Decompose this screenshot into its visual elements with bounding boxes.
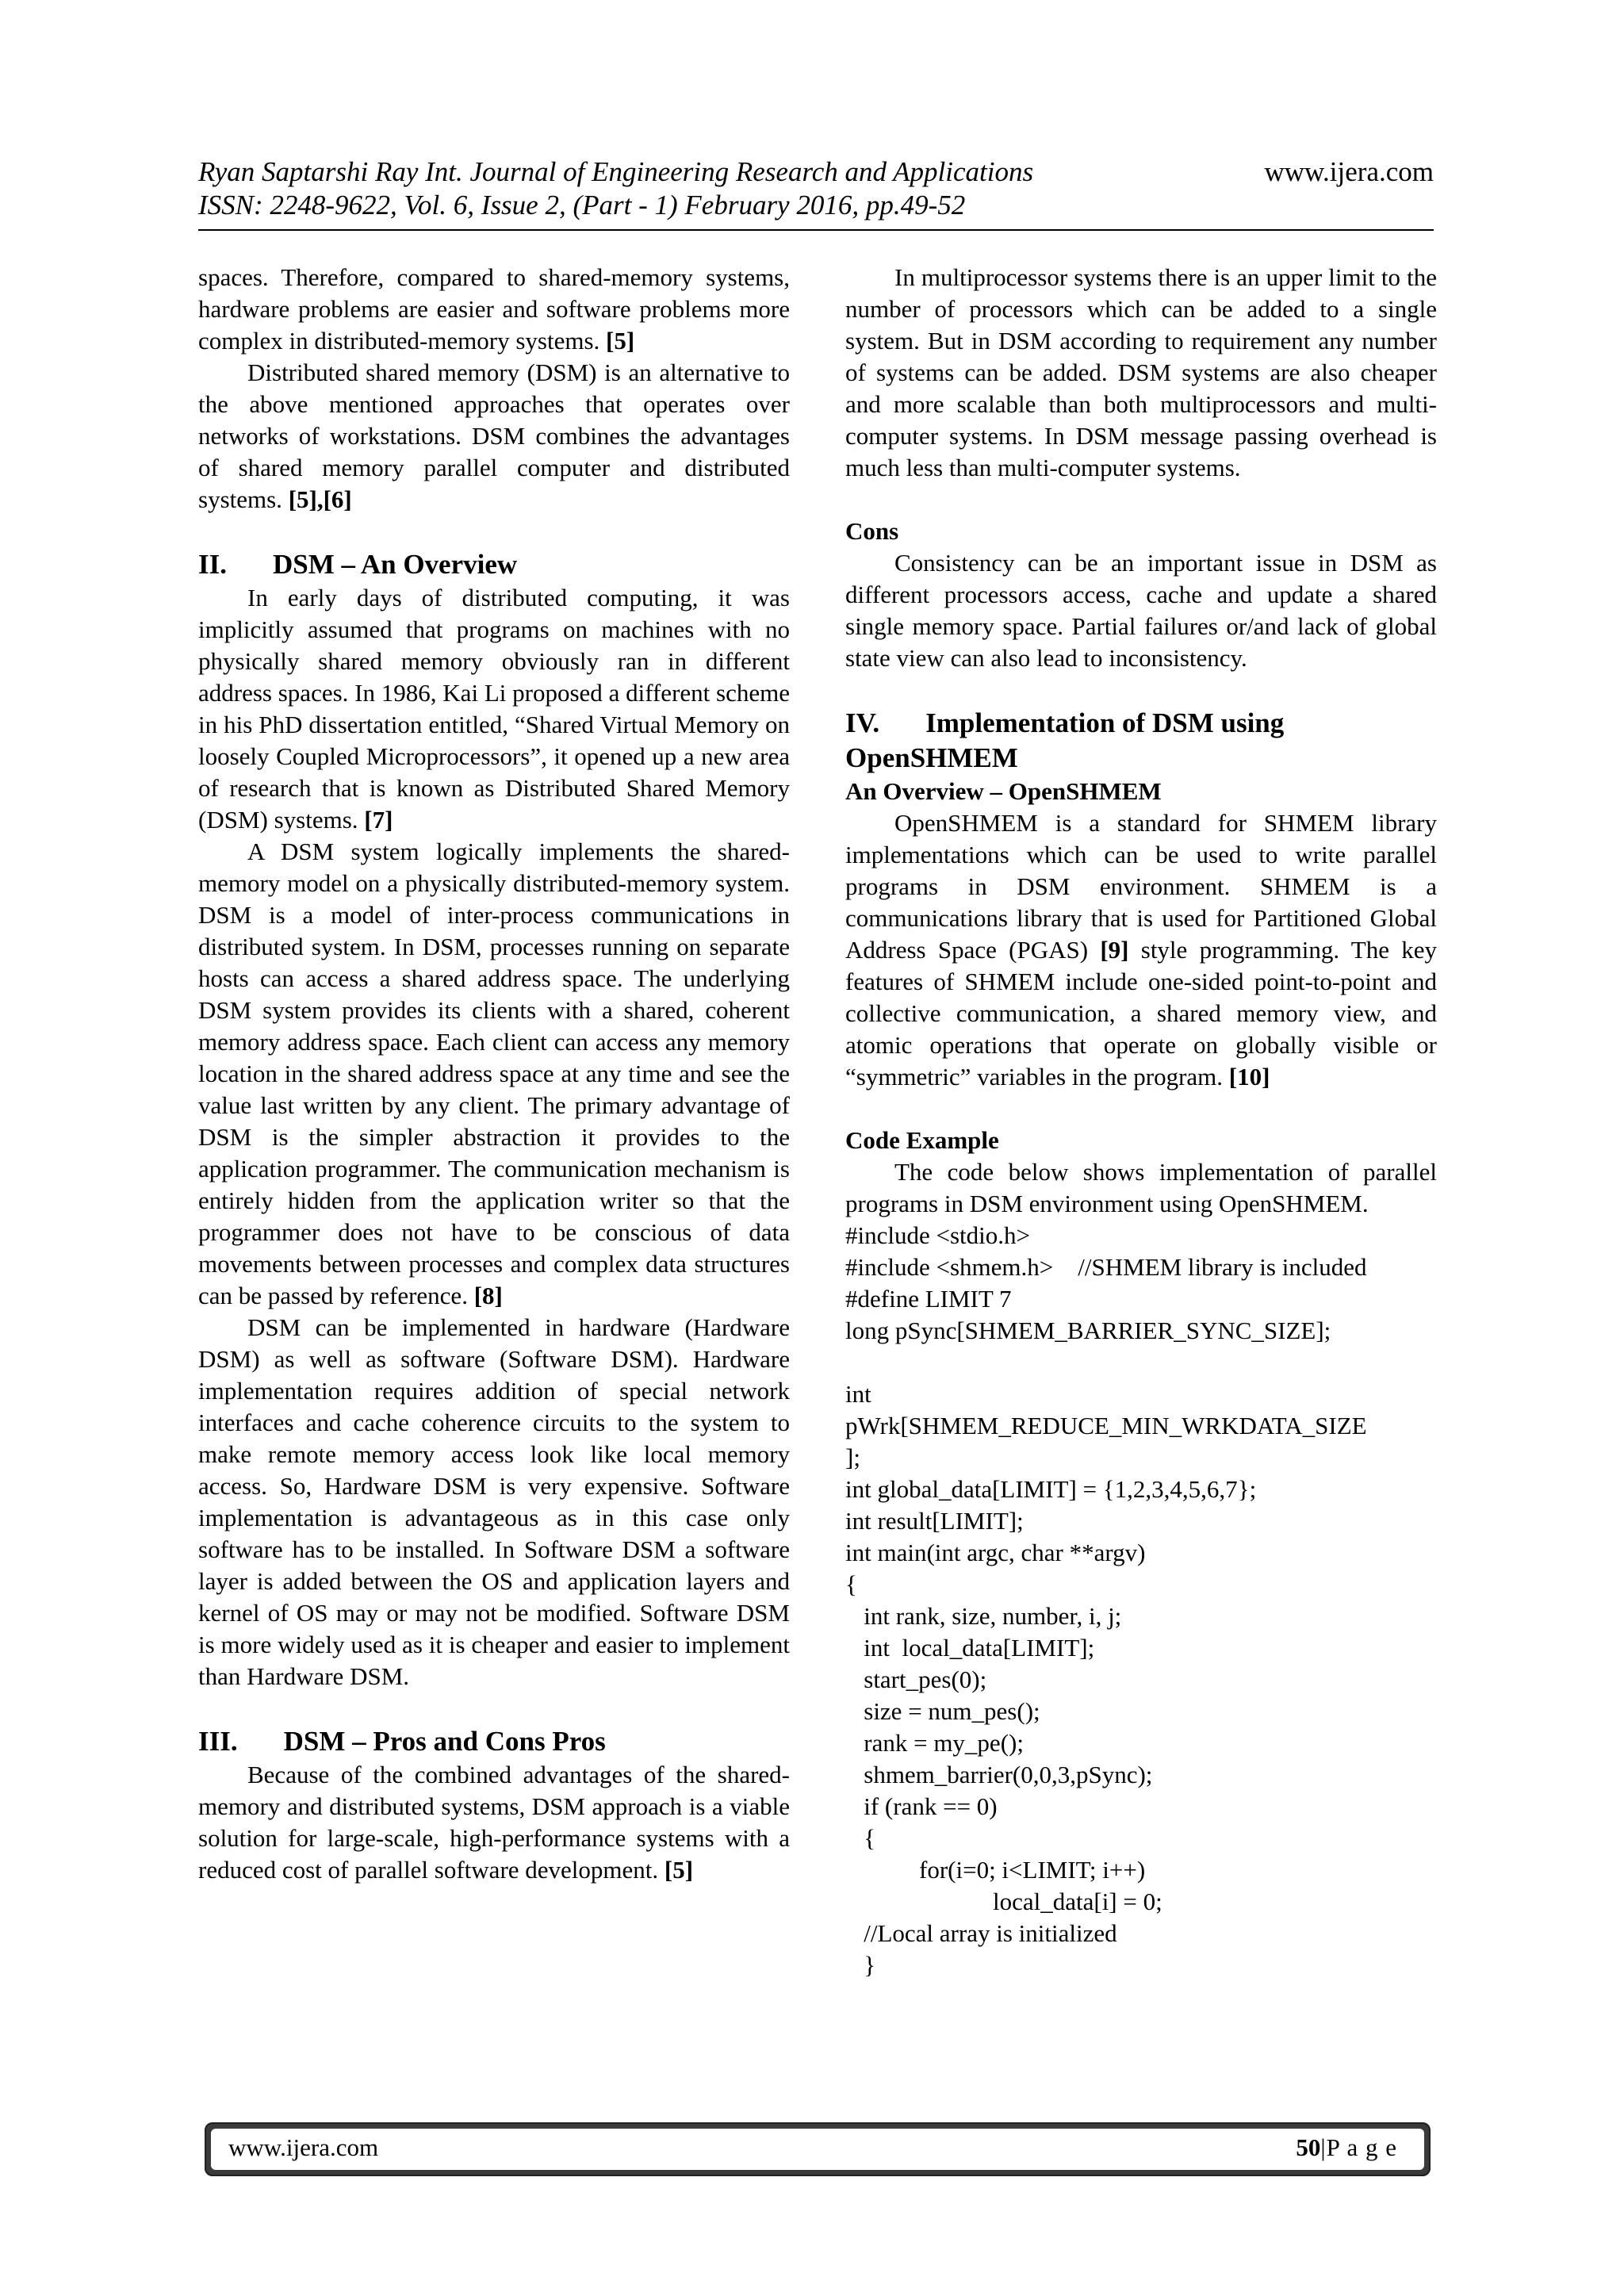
section-number: IV. xyxy=(845,707,880,738)
paragraph xyxy=(198,836,790,1312)
subheading: Code Example xyxy=(845,1126,999,1154)
paragraph-text: Distributed shared memory (DSM) is an alternative to the above mentioned approaches that operates over networks of workstations. DSM combines the advantages of shared memory parallel computer and distributed systems. xyxy=(198,358,790,513)
left-column xyxy=(198,262,790,1886)
paragraph: Consistency can be an important issue in DSM as different processors access, cache and update a shared single memory space. Partial failures or/and lack of global state view can also lead to inconsistency. xyxy=(845,549,1437,672)
paragraph xyxy=(198,262,790,357)
paragraph: In multiprocessor systems there is an upper limit to the number of processors which can be added to a single system. But in DSM according to requirement any number of systems can be added. DSM systems are also cheaper and more scalable than both multiprocessors and multi-computer systems. In DSM message passing overhead is much less than multi-computer systems. xyxy=(845,263,1437,481)
header-website-link[interactable]: www.ijera.com xyxy=(1264,156,1434,187)
citation-ref: [9] xyxy=(1100,936,1129,964)
section-heading xyxy=(198,1724,790,1759)
paragraph: DSM can be implemented in hardware (Hardware DSM) as well as software (Software DSM). Hardware implementation requires addition of special network interfaces and cache coherence circuits to the system to make remote memory access look like local memory access. So, Hardware DSM is very expensive. Software implementation is advantageous as in this case only software has to be installed. In Software DSM a software layer is added between the OS and application layers and kernel of OS may or may not be modified. Software DSM is more widely used as it is cheaper and easier to implement than Hardware DSM. xyxy=(198,1313,790,1690)
issn-line: ISSN: 2248-9622, Vol. 6, Issue 2, (Part - 1) February 2016, pp.49-52 xyxy=(198,190,966,220)
citation-ref: [5] xyxy=(664,1856,694,1884)
paragraph-text: Because of the combined advantages of the shared-memory and distributed systems, DSM approach is a viable solution for large-scale, high-performance systems with a reduced cost of parallel software development. xyxy=(198,1761,790,1884)
page-number-value: 50 xyxy=(1296,2133,1321,2161)
section-heading xyxy=(198,547,790,582)
section-title: DSM – Pros and Cons Pros xyxy=(283,1726,606,1757)
citation-ref: [8] xyxy=(473,1282,503,1309)
code-block-main: int pWrk[SHMEM_REDUCE_MIN_WRKDATA_SIZE ]; int global_data[LIMIT] = {1,2,3,4,5,6,7}; int result[LIMIT]; int main(int argc, char **argv) { int rank, size, number, i, j; int local_data[LIMIT]; start_pes(0); size = num_pes(); rank = my_pe(); shmem_barrier(0,0,3,pSync); if (rank == 0) { for(i=0; i<LIMIT; i++) local_data[i] = 0; //Local array is initialized } xyxy=(845,1380,1367,1979)
citation-ref: [10] xyxy=(1228,1063,1270,1091)
page-label: |P a g e xyxy=(1320,2133,1397,2161)
paragraph-text: OpenSHMEM is a standard for SHMEM library implementations which can be used to write parallel programs in DSM environment. SHMEM is a communications library that is used for Partitioned Global Address Space (PGAS) xyxy=(845,809,1437,964)
paragraph-text: A DSM system logically implements the shared-memory model on a physically distributed-memory system. DSM is a model of inter-process communications in distributed system. In DSM, processes running on separate hosts can access a shared address space. The underlying DSM system provides its clients with a shared, coherent memory address space. Each client can access any memory location in the shared address space at any time and see the value last written by any client. The primary advantage of DSM is the simpler abstraction it provides to the application programmer. The communication mechanism is entirely hidden from the application writer so that the programmer does not have to be conscious of data movements between processes and complex data structures can be passed by reference. xyxy=(198,838,790,1309)
paragraph-text: style programming. The key features of SHMEM include one-sided point-to-point and collective communication, a shared memory view, and atomic operations that operate on globally visible or “symmetric” variables in the program. xyxy=(845,936,1437,1091)
paragraph: The code below shows implementation of parallel programs in DSM environment using OpenSHMEM. xyxy=(845,1158,1437,1217)
citation-ref: [7] xyxy=(364,806,393,834)
paragraph-text: In early days of distributed computing, it was implicitly assumed that programs on machines with no physically shared memory obviously ran in different address spaces. In 1986, Kai Li proposed a different scheme in his PhD dissertation entitled, “Shared Virtual Memory on loosely Coupled Microprocessors”, it opened up a new area of research that is known as Distributed Shared Memory (DSM) systems. xyxy=(198,584,790,834)
section-title-continued: OpenSHMEM xyxy=(845,742,1018,773)
section-number: III. xyxy=(198,1726,238,1757)
section-heading xyxy=(845,706,1437,741)
section-title: Implementation of DSM using xyxy=(925,707,1285,738)
page-number xyxy=(1296,2133,1397,2162)
paragraph xyxy=(845,807,1437,1093)
footer-inner xyxy=(211,2129,1424,2170)
paragraph xyxy=(198,357,790,516)
code-block-includes: #include <stdio.h> #include <shmem.h> //SHMEM library is included #define LIMIT 7 long pSync[SHMEM_BARRIER_SYNC_SIZE]; xyxy=(845,1221,1367,1344)
section-number: II. xyxy=(198,549,227,580)
paragraph-text: spaces. Therefore, compared to shared-memory systems, hardware problems are easier and software problems more complex in distributed-memory systems. xyxy=(198,263,790,355)
subheading: An Overview – OpenSHMEM xyxy=(845,777,1162,805)
citation-ref: [5],[6] xyxy=(288,485,352,513)
paragraph xyxy=(198,1759,790,1886)
paragraph xyxy=(198,582,790,836)
section-title: DSM – An Overview xyxy=(273,549,518,580)
running-header xyxy=(198,153,1434,231)
footer-website-link[interactable]: www.ijera.com xyxy=(228,2133,379,2161)
subheading: Cons xyxy=(845,517,899,545)
right-column xyxy=(845,262,1437,1981)
journal-citation-line: Ryan Saptarshi Ray Int. Journal of Engineering Research and Applications xyxy=(198,156,1034,187)
page-footer xyxy=(205,2122,1431,2176)
citation-ref: [5] xyxy=(606,327,635,355)
